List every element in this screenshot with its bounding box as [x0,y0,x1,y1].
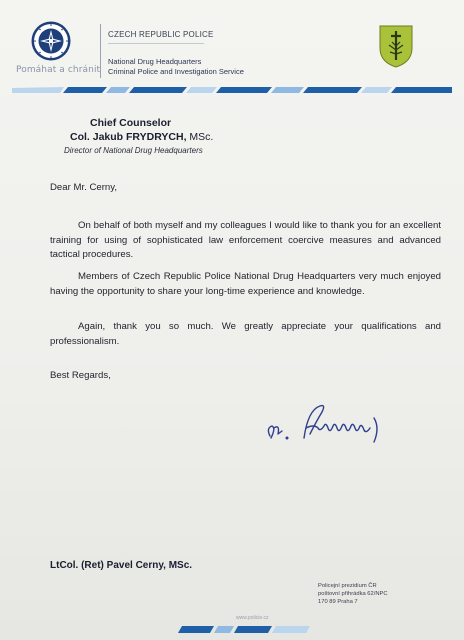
addressee-title: Chief Counselor [90,117,172,129]
address-line-2: poštovní přihrádka 62/NPC [318,591,388,597]
organization-title: CZECH REPUBLIC POLICE [108,30,214,39]
addressee-degree: MSc. [189,131,214,143]
paragraph-3: Again, thank you so much. We greatly appreciate your qualifications and professionalism. [50,321,441,347]
header-divider [100,24,101,78]
address-line-3: 170 89 Praha 7 [318,599,358,605]
header-rule [108,43,204,44]
addressee-name [70,131,213,143]
police-star-badge-icon [30,20,72,62]
paragraph-2: Members of Czech Republic Police National Drug Headquarters very much enjoyed having the opportunity to share your long-time experience and knowledge. [50,271,441,297]
signer-name: LtCol. (Ret) Pavel Cerny, MSc. [50,560,193,571]
addressee-name-text: Col. Jakub FRYDRYCH, [70,131,187,143]
unit-line-2: Criminal Police and Investigation Service [108,67,244,76]
drug-headquarters-shield-icon [378,24,414,68]
address-line-1: Policejní prezidium ČR [318,583,377,589]
website: www.policie.cz [236,615,269,621]
motto: Pomáhat a chránit [16,65,101,75]
closing: Best Regards, [50,370,111,381]
footer-stripe [178,626,310,633]
header-stripe [12,86,452,94]
unit-line-1: National Drug Headquarters [108,57,202,66]
addressee-position: Director of National Drug Headquarters [64,146,203,155]
paragraph-1: On behalf of both myself and my colleagues I would like to thank you for an excellent training for using of sophisticated law enforcement coercive measures and advanced tactical procedures. [50,220,441,261]
greeting: Dear Mr. Cerny, [50,182,117,193]
handwritten-signature [262,398,392,452]
